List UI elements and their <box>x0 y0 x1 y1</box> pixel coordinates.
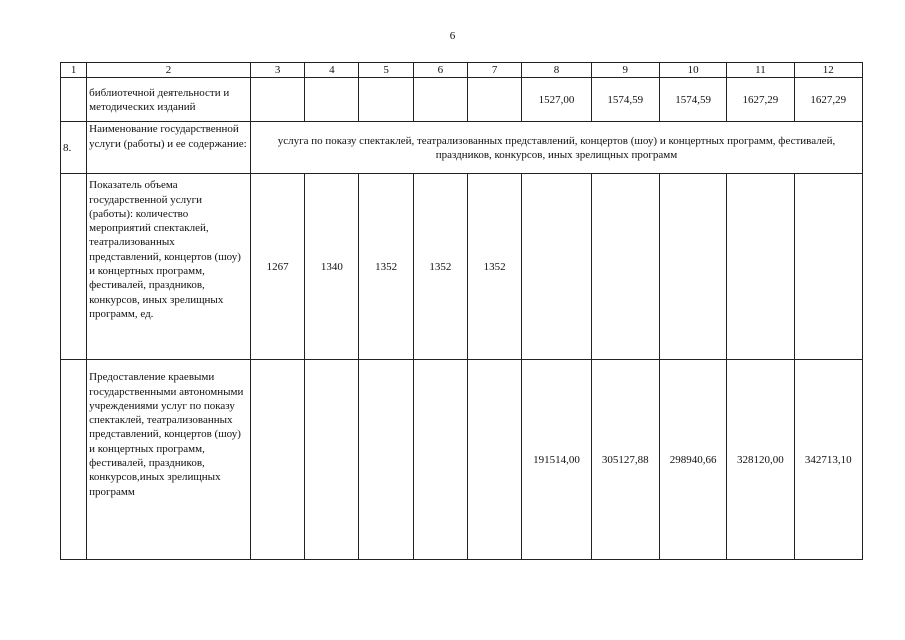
value-cell: 1627,29 <box>794 78 862 122</box>
column-header: 5 <box>359 63 413 78</box>
column-header: 1 <box>61 63 87 78</box>
column-header: 10 <box>659 63 726 78</box>
column-header: 9 <box>591 63 659 78</box>
value-cell: 328120,00 <box>727 360 794 560</box>
value-cell <box>413 78 467 122</box>
value-cell: 1352 <box>468 174 522 360</box>
value-cell: 1340 <box>305 174 359 360</box>
column-header: 7 <box>468 63 522 78</box>
value-cell <box>359 78 413 122</box>
value-cell <box>659 174 726 360</box>
column-header: 4 <box>305 63 359 78</box>
value-cell <box>305 360 359 560</box>
column-header: 8 <box>522 63 591 78</box>
value-cell: 342713,10 <box>794 360 862 560</box>
value-cell: 1574,59 <box>659 78 726 122</box>
row-index <box>61 78 87 122</box>
value-cell <box>468 78 522 122</box>
row-description: библиотечной деятельности и методических изданий <box>87 78 251 122</box>
value-cell <box>359 360 413 560</box>
column-header: 11 <box>727 63 794 78</box>
row-index: 8. <box>61 122 87 174</box>
column-header: 2 <box>87 63 251 78</box>
row-index <box>61 360 87 560</box>
value-cell: 305127,88 <box>591 360 659 560</box>
value-cell <box>413 360 467 560</box>
row-index <box>61 174 87 360</box>
page-number: 6 <box>449 30 456 42</box>
value-cell <box>468 360 522 560</box>
row-description: Предоставление краевыми государственными автономными учреждениями услуг по показу спектаклей, театрализованных представлений, концертов (шоу) и концертных программ, фестивалей, праздников, конкурсов,иных зрелищных программ <box>87 360 251 560</box>
table-row <box>61 174 863 360</box>
table-row <box>61 122 863 174</box>
value-cell <box>522 174 591 360</box>
value-cell <box>591 174 659 360</box>
table-row <box>61 78 863 122</box>
value-cell: 298940,66 <box>659 360 726 560</box>
value-cell: 1352 <box>413 174 467 360</box>
budget-table <box>60 62 863 560</box>
table-row <box>61 360 863 560</box>
service-name-cell: услуга по показу спектаклей, театрализованных представлений, концертов (шоу) и концертных программ, фестивалей, праздников, конкурсов, иных зрелищных программ <box>250 122 862 174</box>
row-description: Наименование государственной услуги (работы) и ее содержание: <box>87 122 251 174</box>
value-cell <box>250 360 304 560</box>
value-cell: 1574,59 <box>591 78 659 122</box>
value-cell: 1267 <box>250 174 304 360</box>
table-header-row <box>61 63 863 78</box>
value-cell <box>794 174 862 360</box>
value-cell <box>250 78 304 122</box>
value-cell: 1627,29 <box>727 78 794 122</box>
value-cell: 191514,00 <box>522 360 591 560</box>
column-header: 6 <box>413 63 467 78</box>
value-cell: 1527,00 <box>522 78 591 122</box>
row-description: Показатель объема государственной услуги (работы): количество мероприятий спектаклей, театрализованных представлений, концертов (шоу) и концертных программ, фестивалей, праздников, конкурсов, иных зрелищных программ, ед. <box>87 174 251 360</box>
value-cell: 1352 <box>359 174 413 360</box>
column-header: 3 <box>250 63 304 78</box>
value-cell <box>727 174 794 360</box>
column-header: 12 <box>794 63 862 78</box>
value-cell <box>305 78 359 122</box>
